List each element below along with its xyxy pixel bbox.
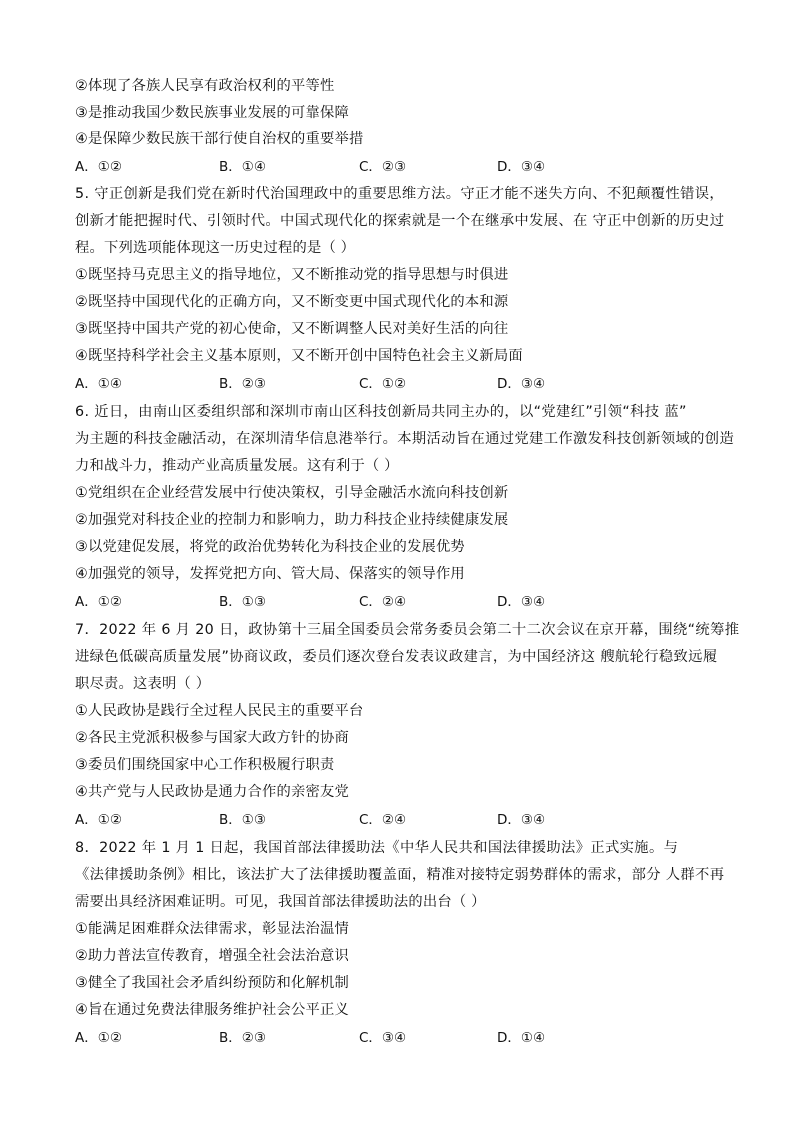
q4-statement-3: ③是推动我国少数民族事业发展的可靠保障 xyxy=(75,105,349,121)
q8-statement-3: ③健全了我国社会矛盾纠纷预防和化解机制 xyxy=(75,975,349,991)
q5-statement-4: ④既坚持科学社会主义基本原则，又不断开创中国特色社会主义新局面 xyxy=(75,348,523,364)
q4-option-a: A．①② xyxy=(75,159,122,175)
q7-statement-4: ④共产党与人民政协是通力合作的亲密友党 xyxy=(75,784,349,800)
q5-statement-1: ①既坚持马克思主义的指导地位，又不断推动党的指导思想与时俱进 xyxy=(75,267,509,283)
q5-option-a: A．①④ xyxy=(75,376,122,392)
q6-stem-line-2: 为主题的科技金融活动，在深圳清华信息港举行。本期活动旨在通过党建工作激发科技创新领域的创造 xyxy=(75,431,735,447)
q4-option-d: D．③④ xyxy=(497,159,546,175)
q7-option-c: C．②④ xyxy=(359,812,407,828)
q7-statement-3: ③委员们围绕国家中心工作积极履行职责 xyxy=(75,757,335,773)
q6-option-c: C．②④ xyxy=(359,594,407,610)
q8-option-a: A．①② xyxy=(75,1030,122,1046)
q7-stem-line-1: 7．2022 年 6 月 20 日，政协第十三届全国委员会常务委员会第二十二次会议在京开幕，围绕“统筹推 xyxy=(75,622,740,638)
q6-stem-line-3: 力和战斗力，推动产业高质量发展。这有利于（ ） xyxy=(75,458,399,474)
q6-statement-2: ②加强党对科技企业的控制力和影响力，助力科技企业持续健康发展 xyxy=(75,512,509,528)
q7-option-a: A．①② xyxy=(75,812,122,828)
q5-option-b: B．②③ xyxy=(219,376,266,392)
q5-stem-line-2: 创新才能把握时代、引领时代。中国式现代化的探索就是一个在继承中发展、在 守正中创新的历史过 xyxy=(75,213,725,229)
q6-option-d: D．③④ xyxy=(497,594,546,610)
q6-statement-3: ③以党建促发展，将党的政治优势转化为科技企业的发展优势 xyxy=(75,539,465,555)
q4-statement-4: ④是保障少数民族干部行使自治权的重要举措 xyxy=(75,131,364,147)
q6-statement-1: ①党组织在企业经营发展中行使决策权，引导金融活水流向科技创新 xyxy=(75,485,509,501)
q5-statement-3: ③既坚持中国共产党的初心使命，又不断调整人民对美好生活的向往 xyxy=(75,321,509,337)
q5-stem-line-1: 5. 守正创新是我们党在新时代治国理政中的重要思维方法。守正才能不迷失方向、不犯颠覆性错误， xyxy=(75,186,725,202)
q8-stem-line-3: 需要出具经济困难证明。可见，我国首部法律援助法的出台（ ） xyxy=(75,894,486,910)
q7-statement-2: ②各民主党派积极参与国家大政方针的协商 xyxy=(75,730,349,746)
q4-statement-2: ②体现了各族人民享有政治权利的平等性 xyxy=(75,78,335,94)
q7-option-d: D．③④ xyxy=(497,812,546,828)
q6-option-a: A．①② xyxy=(75,594,122,610)
q8-stem-line-2: 《法律援助条例》相比，该法扩大了法律援助覆盖面，精准对接特定弱势群体的需求，部分 人群不再 xyxy=(75,867,725,883)
q7-stem-line-3: 职尽责。这表明（ ） xyxy=(75,676,211,692)
q8-option-b: B．②③ xyxy=(219,1030,266,1046)
q5-statement-2: ②既坚持中国现代化的正确方向，又不断变更中国式现代化的本和源 xyxy=(75,294,509,310)
q8-statement-1: ①能满足困难群众法律需求，彰显法治温情 xyxy=(75,921,349,937)
q5-stem-line-3: 程。下列选项能体现这一历史过程的是（ ） xyxy=(75,240,356,256)
q7-stem-line-2: 进绿色低碳高质量发展”协商议政，委员们逐次登台发表议政建言，为中国经济这 艘航轮行稳致远履 xyxy=(75,649,718,665)
q8-statement-4: ④旨在通过免费法律服务维护社会公平正义 xyxy=(75,1002,349,1018)
q4-option-b: B．①④ xyxy=(219,159,266,175)
q5-option-c: C．①② xyxy=(359,376,407,392)
q8-statement-2: ②助力普法宣传教育，增强全社会法治意识 xyxy=(75,948,349,964)
q8-option-c: C．③④ xyxy=(359,1030,407,1046)
q6-statement-4: ④加强党的领导，发挥党把方向、管大局、保落实的领导作用 xyxy=(75,566,465,582)
q7-option-b: B．①③ xyxy=(219,812,266,828)
q6-option-b: B．①③ xyxy=(219,594,266,610)
q5-option-d: D．③④ xyxy=(497,376,546,392)
q6-stem-line-1: 6. 近日，由南山区委组织部和深圳市南山区科技创新局共同主办的，以“党建红”引领“科技 蓝” xyxy=(75,404,687,420)
q8-stem-line-1: 8．2022 年 1 月 1 日起，我国首部法律援助法《中华人民共和国法律援助法》正式实施。与 xyxy=(75,840,679,856)
q8-option-d: D．①④ xyxy=(497,1030,546,1046)
q4-option-c: C．②③ xyxy=(359,159,407,175)
q7-statement-1: ①人民政协是践行全过程人民民主的重要平台 xyxy=(75,703,364,719)
